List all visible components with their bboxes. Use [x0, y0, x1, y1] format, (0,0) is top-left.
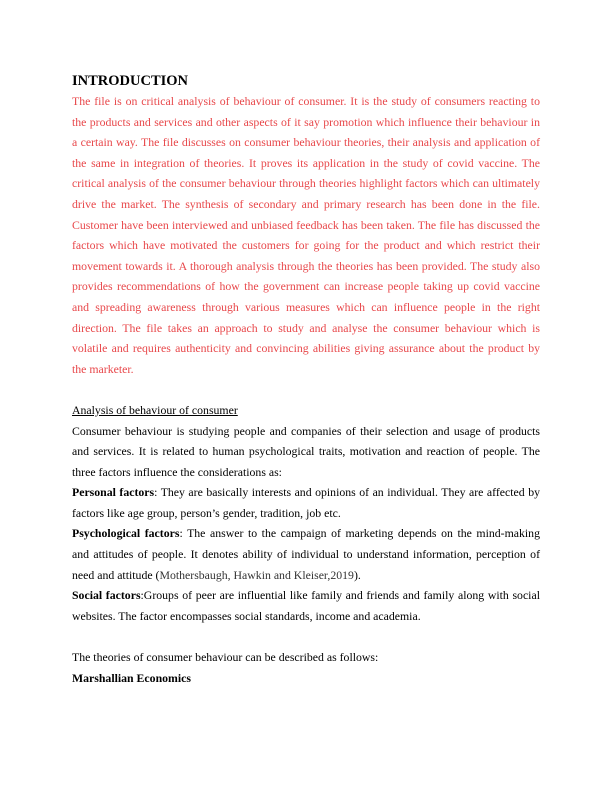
personal-factors-text: : They are basically interests and opinions of an individual. They are affected by factors like age group, person’s gender, tradition, job etc.: [72, 485, 540, 520]
theories-intro: The theories of consumer behaviour can be described as follows:: [72, 650, 379, 665]
analysis-subheading-text: Analysis of behaviour of consumer: [72, 402, 238, 417]
psychological-factors-text: : The answer to the campaign of marketing depends on the mind-making and attitudes of people. It denotes ability of individual to understand information, perception of need and attitude (: [72, 526, 540, 582]
introduction-paragraph: The file is on critical analysis of behaviour of consumer. It is the study of consumers reacting to the products and services and other aspects of it say promotion which influence their behaviour in a certain way. The file discusses on consumer behaviour theories, their analysis and application of the same in integration of theories. It proves its application in the study of covid vaccine. The critical analysis of the consumer behaviour through theories highlight factors which can ultimately drive the market. The synthesis of secondary and primary research has been done in the file. Customer have been interviewed and unbiased feedback has been taken. The file has discussed the factors which have motivated the customers for going for the product and which restrict their movement towards it. A thorough analysis through the theories has been provided. The study also provides recommendations of how the government can increase people taking up covid vaccine and spreading awareness through various measures which can influence people in the right direction. The file takes an approach to study and analyse the consumer behaviour which is volatile and requires authenticity and convincing abilities giving assurance about the product by the marketer.: [72, 94, 540, 376]
document-page: [72, 71, 540, 688]
spacer: [72, 379, 540, 400]
social-factors-label: Social factors: [72, 588, 141, 603]
introduction-heading: INTRODUCTION: [72, 73, 189, 89]
personal-factors-label: Personal factors: [72, 485, 155, 500]
social-factors-text: :Groups of peer are influential like family and friends and family along with social websites. The factor encompasses social standards, income and academia.: [72, 588, 540, 623]
marshallian-economics-heading: [72, 668, 540, 689]
psychological-factors-paragraph: [72, 523, 540, 585]
analysis-subheading: [72, 400, 540, 421]
citation: Mothersbaugh, Hawkin and Kleiser,2019: [159, 567, 354, 582]
marshallian-economics-label: Marshallian Economics: [72, 670, 191, 685]
social-factors-paragraph: [72, 585, 540, 626]
personal-factors-paragraph: [72, 482, 540, 523]
citation-end: ).: [353, 567, 361, 582]
psychological-factors-label: Psychological factors: [72, 526, 180, 541]
spacer: [72, 626, 540, 647]
analysis-paragraph: Consumer behaviour is studying people and companies of their selection and usage of products and services. It is related to human psychological traits, motivation and reaction of people. The three factors influence the considerations as:: [72, 423, 540, 479]
